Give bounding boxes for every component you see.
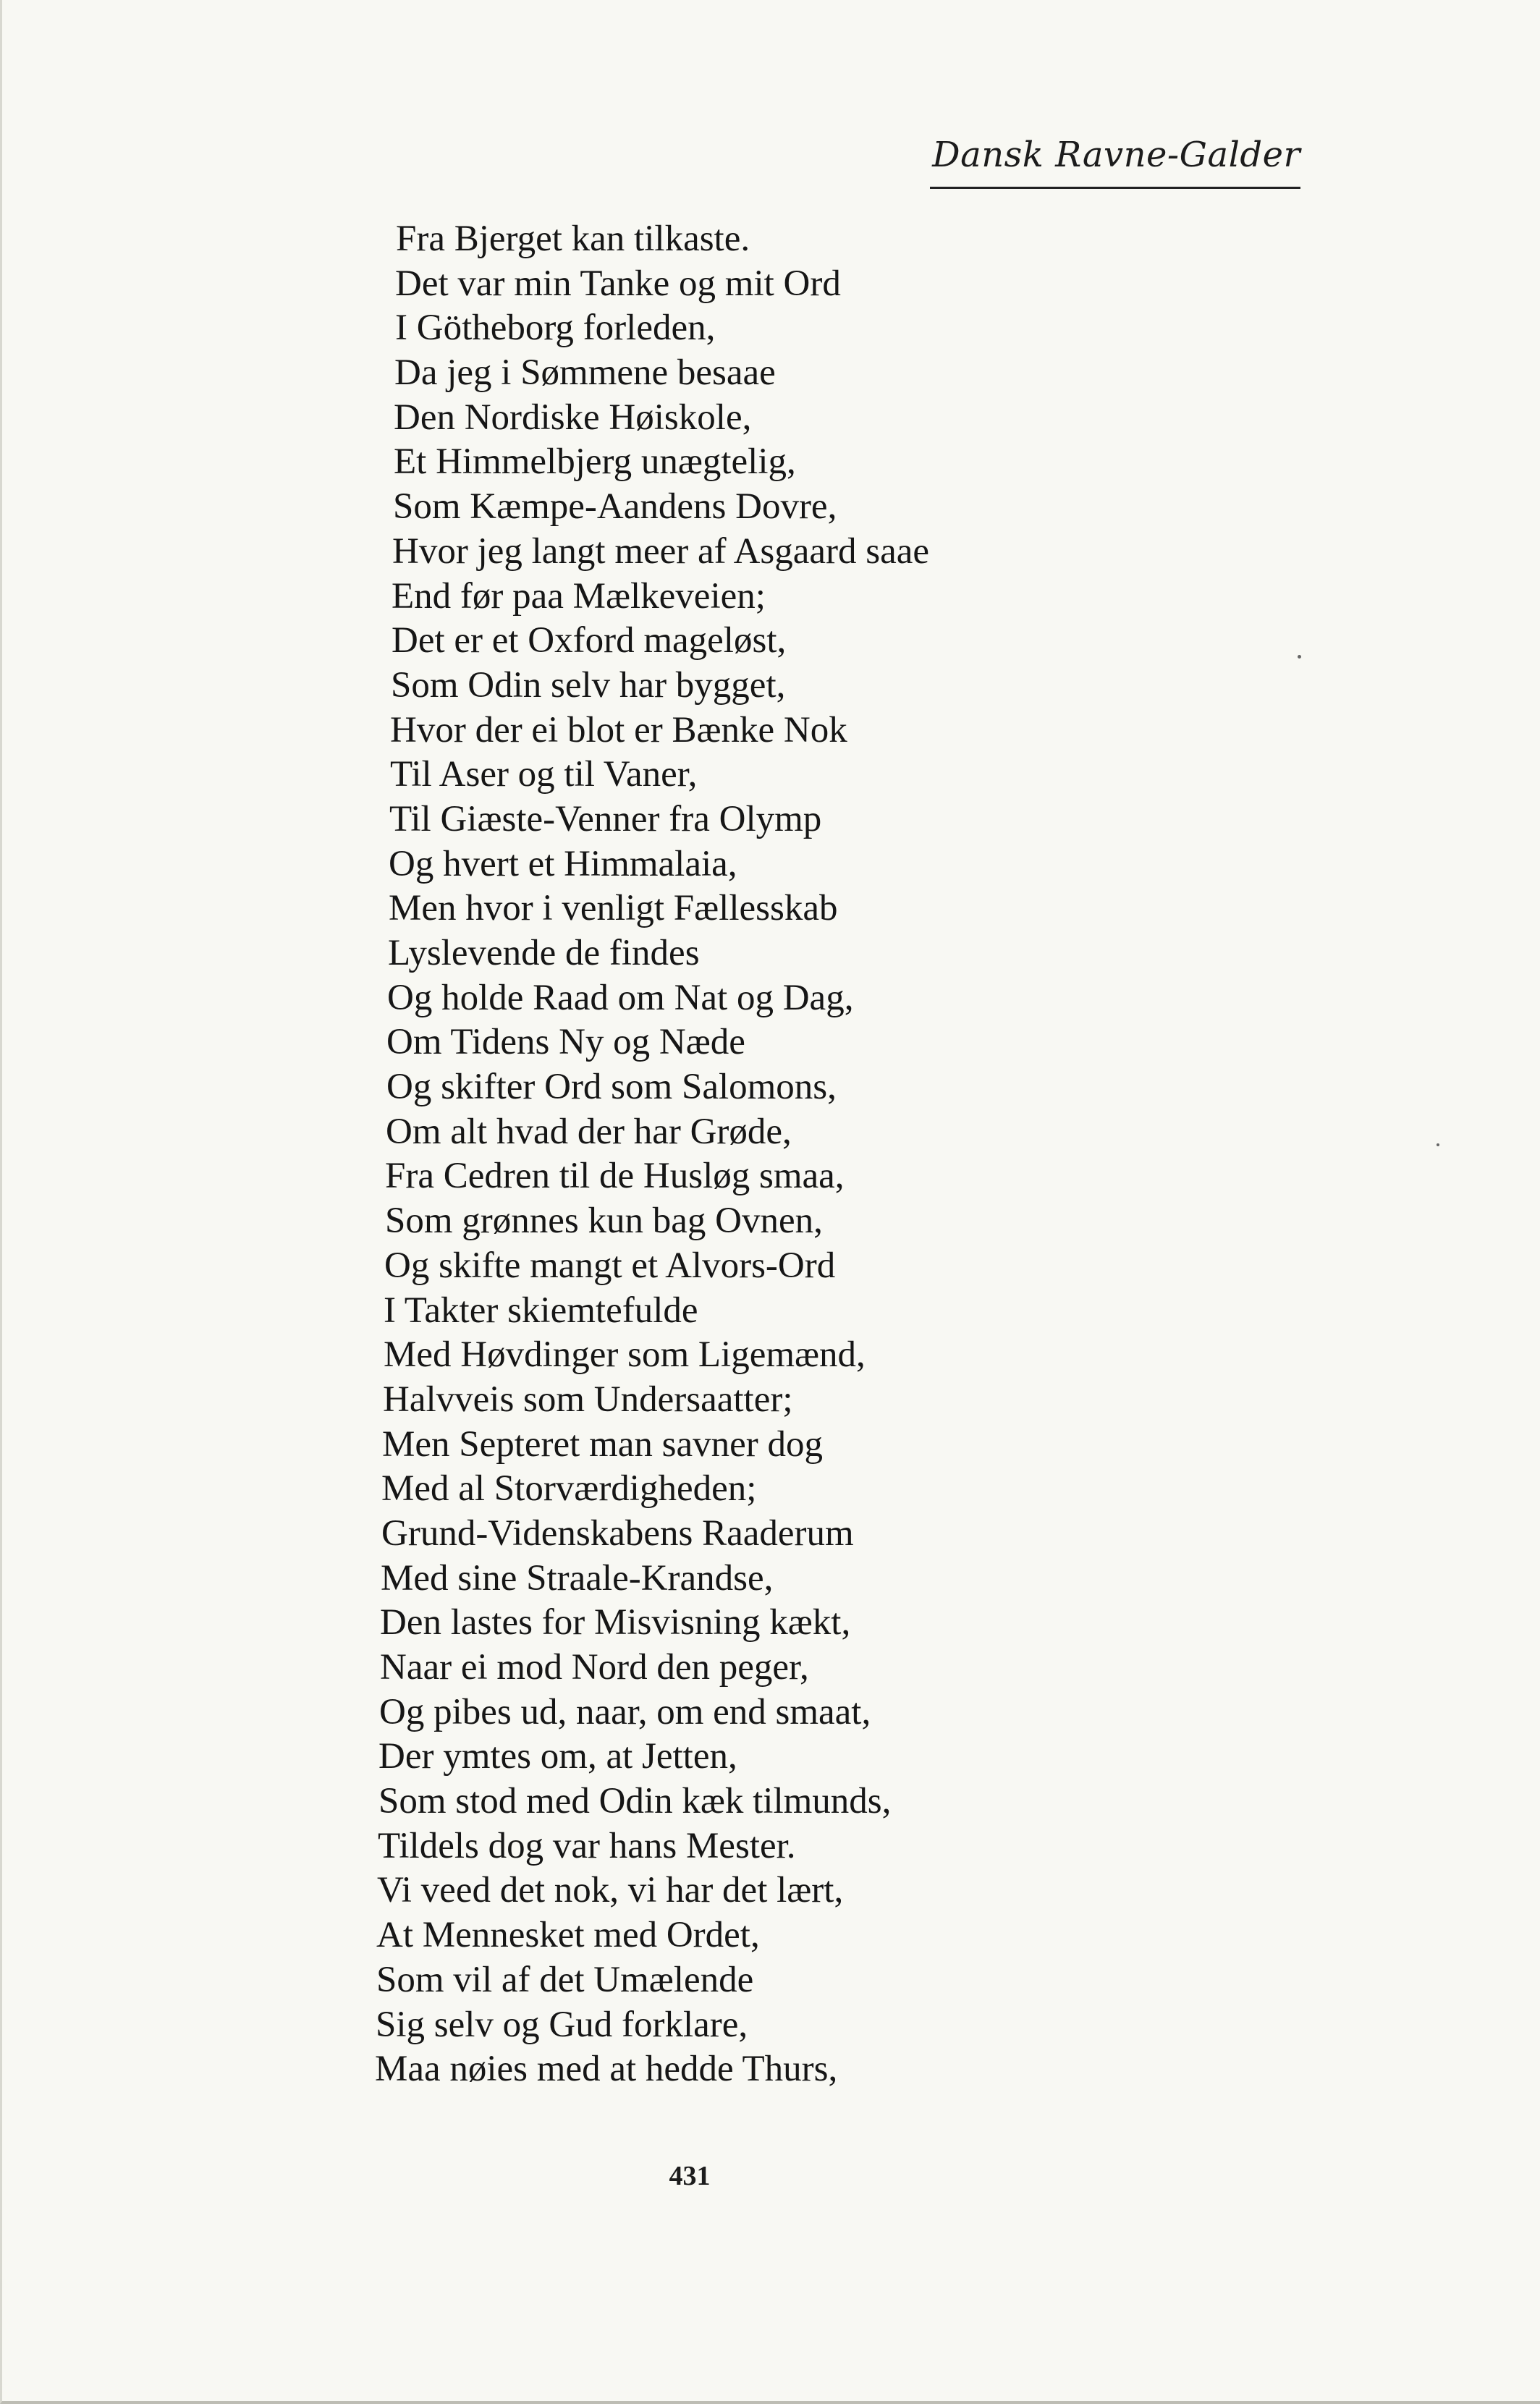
poem-line: Om alt hvad der har Grøde, (386, 1111, 792, 1152)
poem-line: Men Septeret man savner dog (382, 1423, 823, 1465)
paper-speck (1437, 1143, 1439, 1146)
poem-line: Men hvor i venligt Fællesskab (389, 888, 838, 929)
page-number: 431 (669, 2161, 711, 2191)
paper-speck (1298, 655, 1301, 659)
poem-line: Som Kæmpe-Aandens Dovre, (393, 486, 837, 528)
poem-line: Den Nordiske Høiskole, (394, 397, 752, 438)
poem-line: Og pibes ud, naar, om end smaat, (379, 1691, 871, 1732)
poem-line: Fra Bjerget kan tilkaste. (396, 219, 750, 259)
poem-line: At Mennesket med Ordet, (376, 1915, 760, 1956)
poem-line: Til Aser og til Vaner, (390, 754, 698, 795)
poem-line: Naar ei mod Nord den peger, (380, 1647, 809, 1688)
poem-line: I Götheborg forleden, (395, 308, 716, 349)
poem-line: Maa nøies med at hedde Thurs, (375, 2049, 838, 2090)
poem-line: Og hvert et Himmalaia, (389, 843, 737, 884)
poem-line: Da jeg i Sømmene besaae (394, 352, 776, 394)
running-head-rule (930, 187, 1300, 189)
poem-line: Til Giæste-Venner fra Olymp (389, 798, 822, 839)
poem-line: Et Himmelbjerg unægtelig, (394, 441, 796, 483)
poem-line: Halvveis som Undersaatter; (383, 1379, 793, 1420)
poem-line: Sig selv og Gud forklare, (376, 2004, 748, 2045)
poem-line: Med Høvdinger som Ligemænd, (384, 1334, 866, 1376)
poem-line: Og skifte mangt et Alvors-Ord (384, 1245, 836, 1286)
poem-line: Lyslevende de findes (388, 933, 700, 973)
poem-line: Med sine Straale-Krandse, (381, 1557, 774, 1599)
poem-line: Som Odin selv har bygget, (391, 664, 786, 706)
poem-text (371, 217, 1298, 2092)
poem-line: Vi veed det nok, vi har det lært, (377, 1870, 844, 1911)
poem-line: Den lastes for Misvisning kækt, (380, 1602, 851, 1643)
poem-line: Fra Cedren til de Husløg smaa, (385, 1156, 845, 1197)
poem-line: Og skifter Ord som Salomons, (386, 1067, 837, 1108)
poem-line: Der ymtes om, at Jetten, (378, 1736, 737, 1777)
poem-line: Hvor jeg langt meer af Asgaard saae (392, 530, 930, 572)
poem-line: Hvor der ei blot er Bænke Nok (390, 709, 847, 750)
poem-line: Om Tidens Ny og Næde (386, 1022, 745, 1063)
running-head: Dansk Ravne-Galder (932, 135, 1300, 175)
poem-line: Med al Storværdigheden; (381, 1468, 757, 1510)
poem-line: Og holde Raad om Nat og Dag, (387, 977, 854, 1018)
poem-line: Tildels dog var hans Mester. (378, 1825, 796, 1866)
poem-line: Som stod med Odin kæk tilmunds, (378, 1781, 892, 1822)
poem-line: Det er et Oxford mageløst, (392, 620, 787, 661)
poem-line: Som vil af det Umælende (376, 1959, 754, 2000)
poem-line: I Takter skiemtefulde (384, 1290, 698, 1331)
poem-line: Som grønnes kun bag Ovnen, (385, 1201, 823, 1242)
poem-line: Det var min Tanke og mit Ord (395, 263, 841, 304)
poem-line: Grund-Videnskabens Raaderum (381, 1512, 854, 1554)
poem-line: End før paa Mælkeveien; (392, 575, 766, 617)
